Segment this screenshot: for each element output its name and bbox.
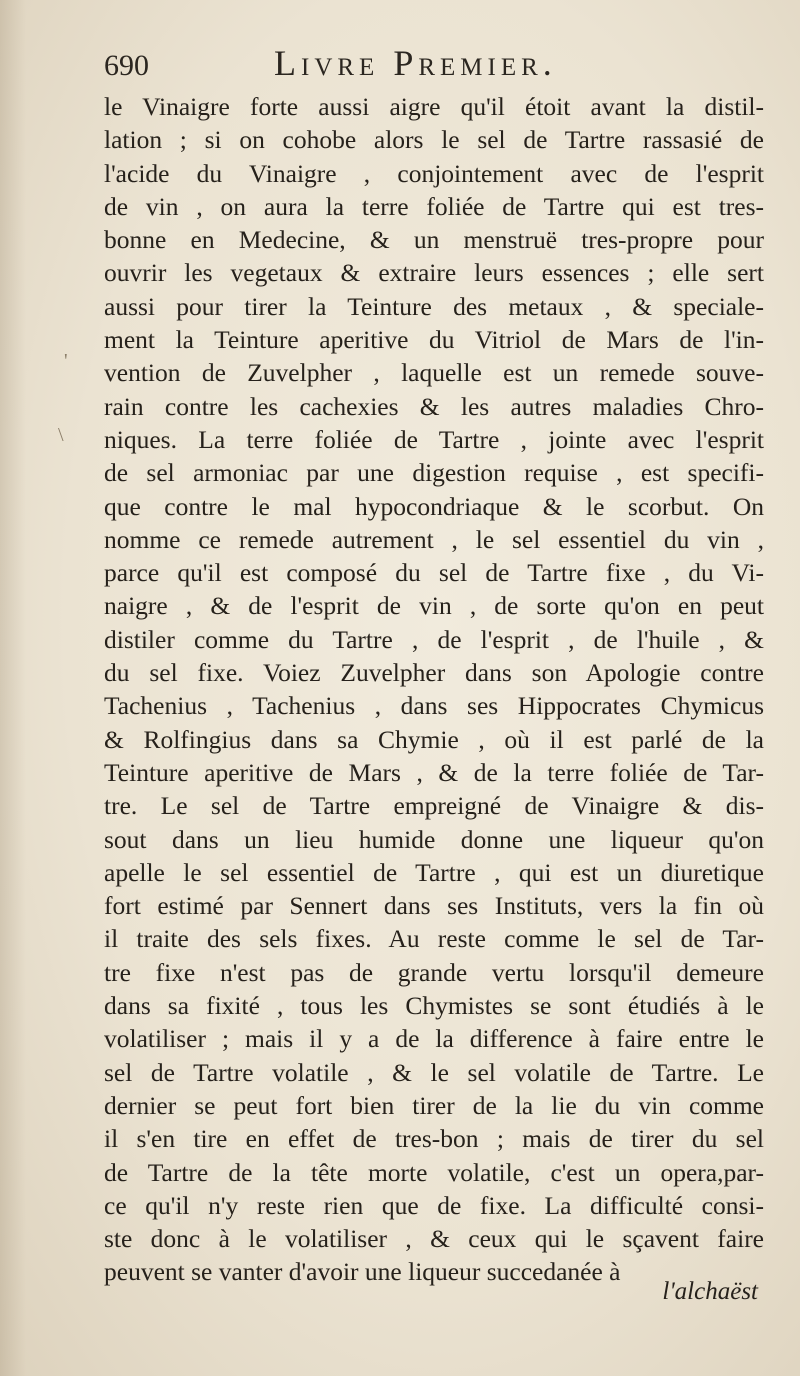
text-line: sout dans un lieu humide donne une liqueur qu'on [104,824,764,854]
text-line: de vin , on aura la terre foliée de Tartre qui est tres- [104,191,764,221]
page-gutter-shadow [0,0,26,1376]
text-line: distiler comme du Tartre , de l'esprit , de l'huile , & [104,624,764,654]
text-line: ouvrir les vegetaux & extraire leurs essences ; elle sert [104,258,764,288]
text-line: peuvent se vanter d'avoir une liqueur succedanée à [104,1257,621,1287]
text-line: fort estimé par Sennert dans ses Instituts, vers la fin où [104,891,764,921]
text-line: ste donc à le volatiliser , & ceux qui le sçavent faire [104,1224,764,1254]
text-line: aussi pour tirer la Teinture des metaux , & speciale- [104,291,764,321]
text-line: volatiliser ; mais il y a de la difference à faire entre le [104,1024,764,1054]
text-line: il traite des sels fixes. Au reste comme le sel de Tar- [104,924,764,954]
page-header [104,42,760,92]
text-line: vention de Zuvelpher , laquelle est un remede souve- [104,358,764,388]
text-line: & Rolfingius dans sa Chymie , où il est parlé de la [104,724,764,754]
text-line: sel de Tartre volatile , & le sel volatile de Tartre. Le [104,1057,764,1087]
text-line: apelle le sel essentiel de Tartre , qui est un diuretique [104,857,764,887]
text-line: dans sa fixité , tous les Chymistes se sont étudiés à le [104,991,764,1021]
text-line: rain contre les cachexies & les autres maladies Chro- [104,391,764,421]
text-line: naigre , & de l'esprit de vin , de sorte qu'on en peut [104,591,764,621]
text-line: que contre le mal hypocondriaque & le scorbut. On [104,491,764,521]
text-line: Teinture aperitive de Mars , & de la terre foliée de Tar- [104,757,764,787]
catchword: l'alchaëst [662,1278,758,1305]
page-number: 690 [104,49,149,82]
text-line: l'acide du Vinaigre , conjointement avec de l'esprit [104,158,764,188]
running-head: Livre Premier. [274,43,557,83]
text-line: nomme ce remede autrement , le sel essentiel du vin , [104,524,764,554]
text-line: bonne en Medecine, & un menstruë tres-propre pour [104,225,764,255]
text-line: tre. Le sel de Tartre empreigné de Vinaigre & dis- [104,791,764,821]
text-line: ce qu'il n'y reste rien que de fixe. La difficulté consi- [104,1190,764,1220]
text-line: ment la Teinture aperitive du Vitriol de Mars de l'in- [104,325,764,355]
margin-mark: \ [58,424,64,446]
body-text [104,90,764,1289]
text-line: dernier se peut fort bien tirer de la lie du vin comme [104,1090,764,1120]
text-line: de Tartre de la tête morte volatile, c'est un opera,par- [104,1157,764,1187]
text-line: niques. La terre foliée de Tartre , jointe avec l'esprit [104,424,764,454]
text-line: il s'en tire en effet de tres-bon ; mais de tirer du sel [104,1124,764,1154]
text-line: le Vinaigre forte aussi aigre qu'il étoit avant la distil- [104,92,764,121]
text-line: parce qu'il est composé du sel de Tartre fixe , du Vi- [104,558,764,588]
margin-mark: ' [64,350,68,372]
text-line: de sel armoniac par une digestion requise , est specifi- [104,458,764,488]
text-line: du sel fixe. Voiez Zuvelpher dans son Apologie contre [104,658,764,688]
text-line: Tachenius , Tachenius , dans ses Hippocrates Chymicus [104,691,764,721]
text-line: tre fixe n'est pas de grande vertu lorsqu'il demeure [104,957,764,987]
text-line: lation ; si on cohobe alors le sel de Tartre rassasié de [104,125,764,155]
